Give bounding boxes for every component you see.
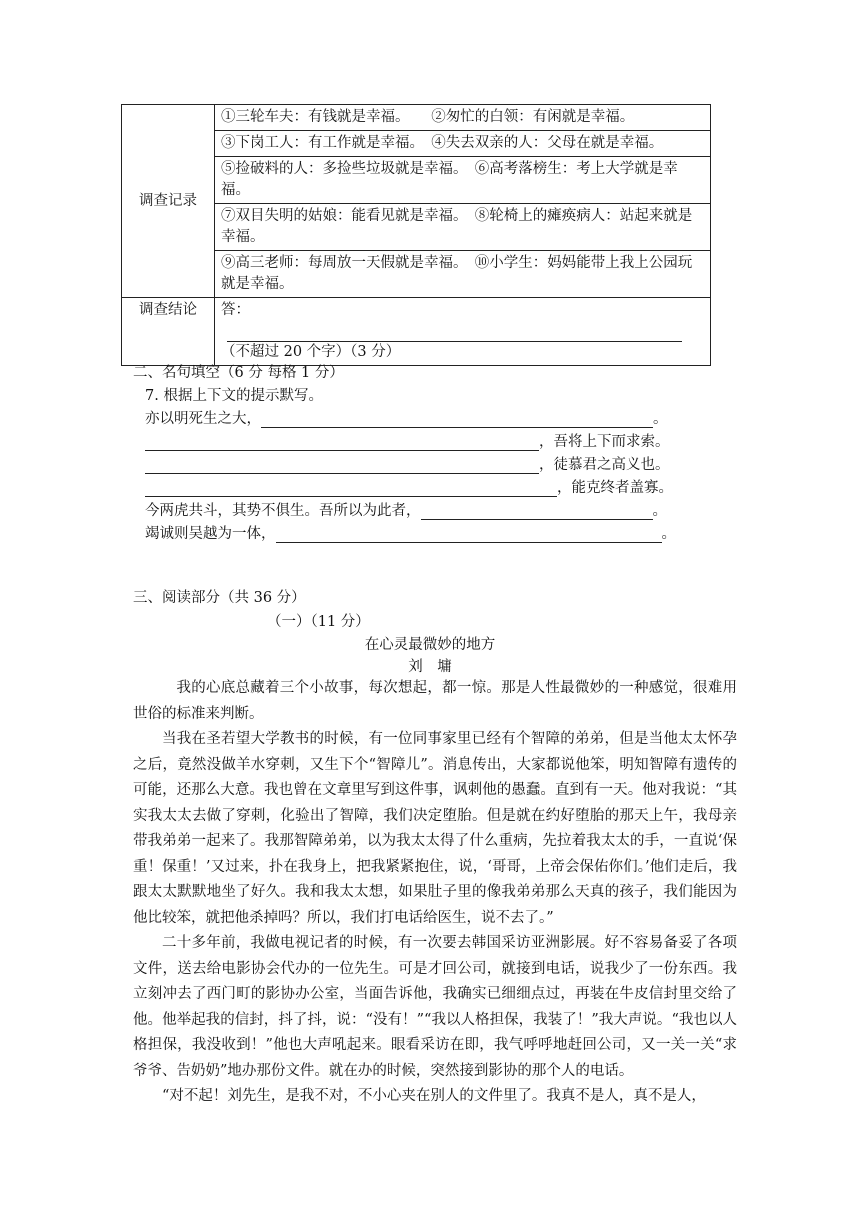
fill-blank-4[interactable]: [145, 481, 557, 497]
fill-line-2: ，吾将上下而求索。: [145, 430, 670, 451]
answer-blank[interactable]: [227, 325, 682, 342]
answer-prefix: 答：: [221, 302, 250, 318]
fill-blank-2[interactable]: [145, 435, 539, 451]
passage-author: 刘 墉: [408, 659, 452, 675]
question-7: 7. 根据上下文的提示默写。: [145, 388, 323, 404]
passage-paragraph-4: “对不起！刘先生，是我不对，不小心夹在别人的文件里了。我真不是人，真不是人，: [162, 1088, 706, 1104]
fill-blank-1[interactable]: [261, 412, 653, 428]
survey-record-2: ③下岗工人：有工作就是幸福。 ④失去双亲的人：父母在就是幸福。: [215, 131, 711, 157]
passage-paragraph-2: 当我在圣若望大学教书的时候，有一位同事家里已经有个智障的弟弟，但是当他太太怀孕之后，竟然没做羊水穿刺，又生下个“智障儿”。消息传出，大家都说他笨，明知智障有遗传的可能，还那么大意。我也曾在文章里写到这件事，讽刺他的愚蠢。直到有一天。他对我说：“其实我太太去做了穿刺，化验出了智障，我们决定堕胎。但是就在约好堕胎的那天上午，我母亲带我弟弟一起来了。我那智障弟弟，以为我太太得了什么重病，先拉着我太太的手，一直说‘保重！保重！’又过来，扑在我身上，把我紧紧抱住，说，‘哥哥，上帝会保佑你们。’他们走后，我跟太太默默地坐了好久。我和我太太想，如果肚子里的像我弟弟那么天真的孩子，我们能因为他比较笨，就把他杀掉吗？所以，我们打电话给医生，说不去了。”: [133, 731, 737, 926]
survey-record-1: ①三轮车夫：有钱就是幸福。 ②匆忙的白领：有闲就是幸福。: [215, 105, 711, 131]
survey-table: [121, 104, 711, 366]
survey-record-4: ⑦双目失明的姑娘：能看见就是幸福。 ⑧轮椅上的瘫痪病人：站起来就是幸福。: [215, 204, 711, 251]
fill-line-3: ，徒慕君之高义也。: [145, 453, 670, 474]
survey-record-3: ⑤捡破料的人：多捡些垃圾就是幸福。 ⑥高考落榜生：考上大学就是幸福。: [215, 157, 711, 204]
survey-record-5: ⑨高三老师：每周放一天假就是幸福。 ⑩小学生：妈妈能带上我上公园玩就是幸福。: [215, 251, 711, 298]
fill-blank-3[interactable]: [145, 458, 539, 474]
fill-line-5: 今两虎共斗，其势不俱生。吾所以为此者， 。: [145, 503, 667, 519]
passage-title: 在心灵最微妙的地方: [364, 637, 496, 653]
answer-note: （不超过 20 个字）（3 分）: [221, 344, 401, 360]
survey-conclusion-label: 调查结论: [122, 298, 215, 366]
passage-paragraph-1: 我的心底总藏着三个小故事，每次想起，都一惊。那是人性最微妙的一种感觉，很难用世俗的标准来判断。: [133, 680, 737, 722]
passage-paragraph-3: 二十多年前，我做电视记者的时候，有一次要去韩国采访亚洲影展。好不容易备妥了各项文件，送去给电影协会代办的一位先生。可是才回公司，就接到电话，说我少了一份东西。我立刻冲去了西门町的影协办公室，当面告诉他，我确实已细细点过，再装在牛皮信封里交给了他。他举起我的信封，抖了抖，说：“没有！”“我以人格担保，我装了！”我大声说。“我也以人格担保，我没收到！”他也大声吼起来。眼看采访在即，我气呼呼地赶回公司，又一关一关“求爷爷、告奶奶”地办那份文件。就在办的时候，突然接到影协的那个人的电话。: [133, 935, 737, 1079]
survey-conclusion-cell: [215, 298, 711, 366]
fill-blank-5[interactable]: [421, 504, 653, 520]
fill-line-6: 竭诚则吴越为一体， 。: [145, 526, 676, 542]
passage-number: （一）（11 分）: [267, 614, 370, 630]
survey-record-label: 调查记录: [122, 105, 215, 298]
passage-body: [133, 676, 737, 1110]
section3-heading: 三、阅读部分（共 36 分）: [133, 590, 306, 606]
fill-line-4: ，能克终者盖寡。: [145, 476, 673, 497]
section2-heading: 二、名句填空（6 分 每格 1 分）: [133, 365, 344, 381]
fill-blank-6[interactable]: [276, 527, 662, 543]
fill-line-1: 亦以明死生之大， 。: [145, 411, 668, 427]
